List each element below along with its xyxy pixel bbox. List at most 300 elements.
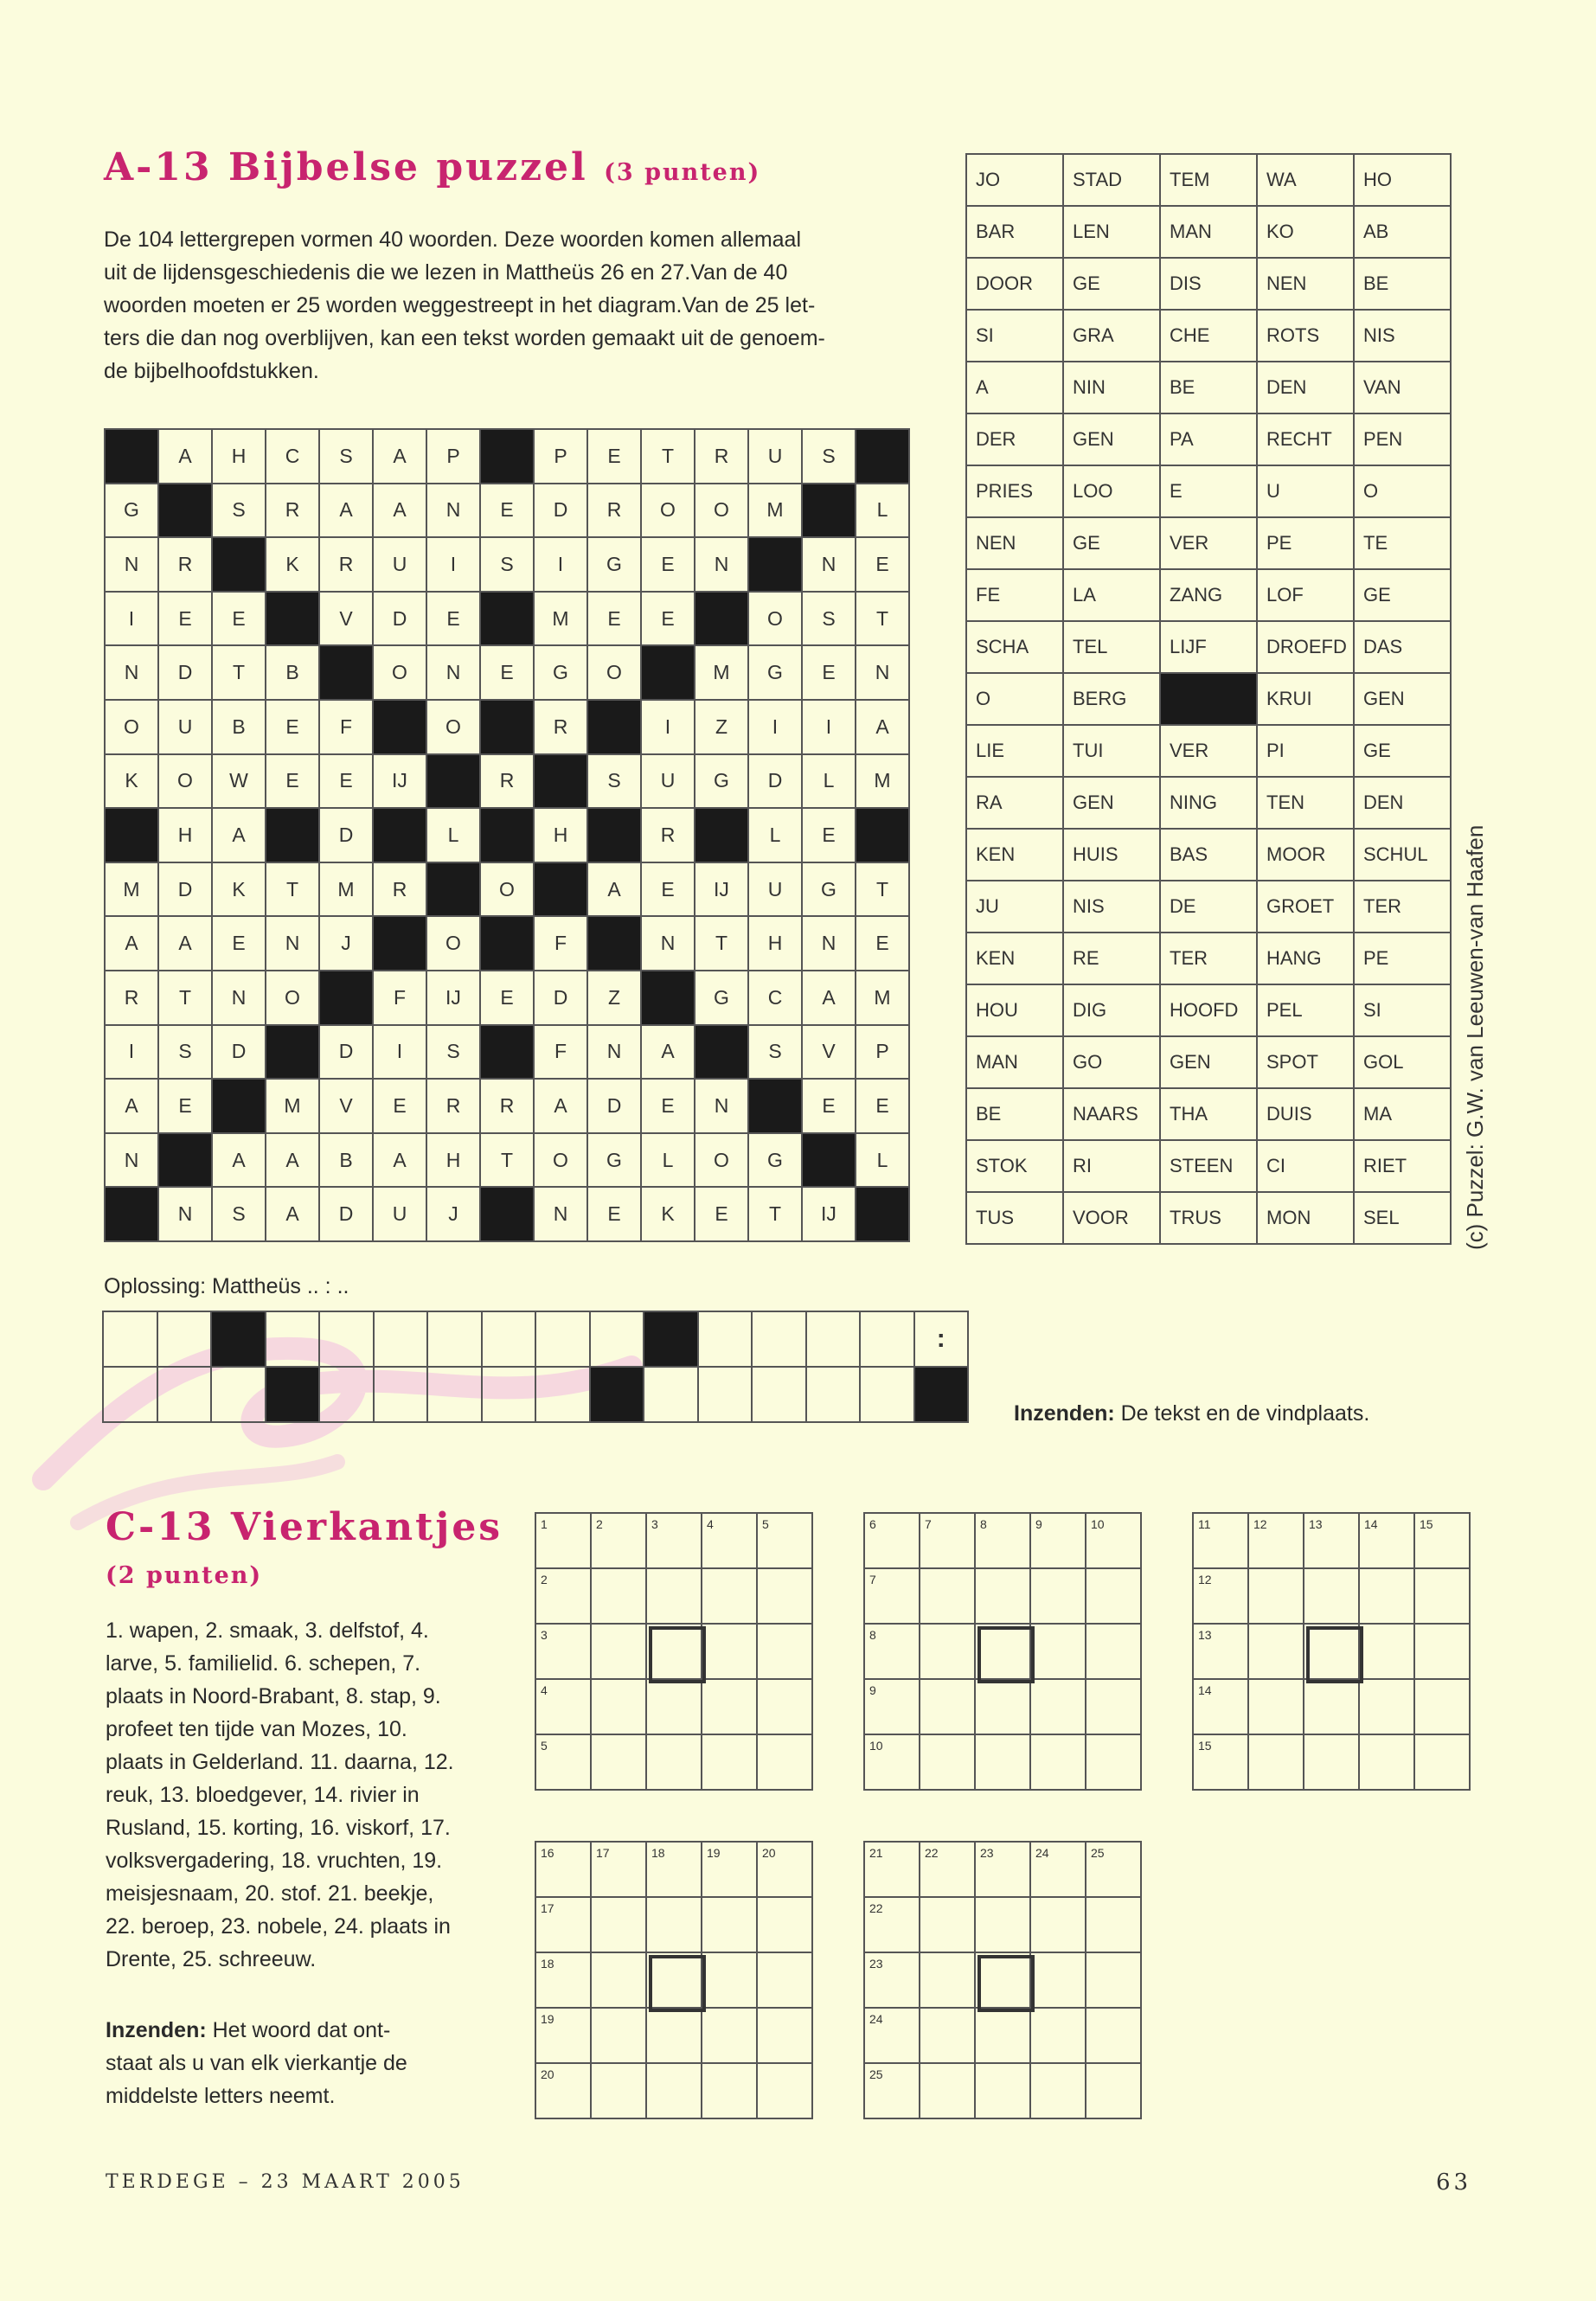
square-cell[interactable] [592, 1625, 647, 1680]
grid-letter-cell: A [374, 1134, 427, 1189]
square-cell[interactable] [647, 1843, 702, 1898]
grid-letter-cell: G [106, 484, 159, 539]
solution-cell[interactable] [428, 1368, 483, 1423]
clue-number: 10 [869, 1739, 883, 1753]
letter-grid [104, 428, 910, 1242]
grid-letter-cell: E [588, 593, 642, 647]
square-cell[interactable] [865, 1625, 920, 1680]
square-cell[interactable] [536, 1514, 592, 1569]
syllable-cell: FE [967, 570, 1064, 622]
square-cell[interactable] [920, 1843, 976, 1898]
grid-letter-cell: IJ [374, 755, 427, 810]
square-cell[interactable] [1415, 1625, 1471, 1680]
square-cell[interactable] [592, 1953, 647, 2009]
solution-cell[interactable] [699, 1368, 753, 1423]
grid-letter-cell: T [695, 917, 749, 971]
square-cell[interactable] [592, 2009, 647, 2064]
puzzle-credit: (c) Puzzel: G.W. van Leeuwen-van Haafen [1462, 824, 1488, 1250]
solution-cell[interactable]: : [915, 1312, 970, 1368]
square-cell[interactable] [702, 1898, 758, 1953]
syllable-cell: TER [1161, 933, 1258, 985]
square-cell[interactable] [865, 1843, 920, 1898]
square-cell[interactable] [1415, 1514, 1471, 1569]
grid-letter-cell: O [374, 646, 427, 701]
grid-letter-cell: G [749, 1134, 803, 1189]
square-cell[interactable] [647, 1514, 702, 1569]
grid-letter-cell: M [266, 1080, 320, 1134]
clue-number: 12 [1198, 1573, 1212, 1586]
square-cell[interactable] [1415, 1735, 1471, 1791]
clue-number: 2 [596, 1517, 603, 1531]
square-cell[interactable] [920, 1514, 976, 1569]
clue-number: 21 [869, 1846, 883, 1860]
grid-black-cell [695, 1026, 749, 1080]
clue-number: 14 [1198, 1683, 1212, 1697]
square-cell[interactable] [976, 1898, 1031, 1953]
grid-letter-cell: F [535, 1026, 588, 1080]
grid-black-cell [213, 538, 266, 593]
grid-black-cell [695, 593, 749, 647]
square-cell[interactable] [976, 1680, 1031, 1735]
square-cell[interactable] [976, 2064, 1031, 2119]
grid-letter-cell: P [535, 430, 588, 484]
syllable-cell: BE [967, 1089, 1064, 1141]
syllable-cell: BERG [1064, 674, 1161, 726]
square-cell[interactable] [1249, 1680, 1304, 1735]
square-cell[interactable] [592, 1843, 647, 1898]
grid-letter-cell: E [481, 646, 535, 701]
clue-number: 8 [980, 1517, 987, 1531]
square-cell[interactable] [920, 1625, 976, 1680]
syllable-cell: VOOR [1064, 1193, 1161, 1245]
square-cell[interactable] [1360, 1514, 1415, 1569]
text-line: 1. wapen, 2. smaak, 3. delfstof, 4. [106, 1618, 429, 1643]
square-cell[interactable] [536, 1953, 592, 2009]
puzzle-a-intro [104, 223, 934, 388]
grid-letter-cell: O [481, 863, 535, 918]
grid-black-cell [481, 917, 535, 971]
solution-cell[interactable] [320, 1312, 375, 1368]
grid-letter-cell: R [535, 701, 588, 755]
grid-letter-cell: K [642, 1188, 695, 1242]
syllable-cell: NEN [967, 518, 1064, 570]
grid-letter-cell: A [642, 1026, 695, 1080]
square-cell[interactable] [865, 1569, 920, 1625]
square-cell[interactable] [758, 1843, 813, 1898]
grid-letter-cell: D [749, 755, 803, 810]
solution-grid[interactable] [102, 1311, 969, 1423]
square-cell[interactable] [536, 1569, 592, 1625]
square-cell[interactable] [1194, 1625, 1249, 1680]
clue-number: 17 [541, 1901, 554, 1915]
square-cell[interactable] [758, 2064, 813, 2119]
syllable-cell: STOK [967, 1141, 1064, 1193]
grid-letter-cell: A [266, 1134, 320, 1189]
square-cell[interactable] [920, 1735, 976, 1791]
clue-number: 22 [925, 1846, 939, 1860]
square-cell[interactable] [1194, 1514, 1249, 1569]
grid-letter-cell: T [856, 593, 910, 647]
square-cell[interactable] [1360, 1625, 1415, 1680]
solution-cell[interactable] [104, 1312, 158, 1368]
grid-black-cell [374, 917, 427, 971]
syllable-cell: RIET [1355, 1141, 1452, 1193]
square-cell[interactable] [920, 1680, 976, 1735]
syllable-cell: NIN [1064, 362, 1161, 414]
text-line: meisjesnaam, 20. stof. 21. beekje, [106, 1881, 434, 1906]
syllable-cell: GE [1064, 518, 1161, 570]
clue-number: 20 [762, 1846, 776, 1860]
syllable-cell: PA [1161, 414, 1258, 466]
square-cell[interactable] [976, 1843, 1031, 1898]
clue-number: 18 [541, 1957, 554, 1971]
square-cell[interactable] [1415, 1569, 1471, 1625]
grid-letter-cell: E [588, 430, 642, 484]
puzzle-c-send-label: Inzenden: [106, 2018, 207, 2042]
square-cell[interactable] [920, 1953, 976, 2009]
square-cell[interactable] [1194, 1680, 1249, 1735]
grid-letter-cell: IJ [803, 1188, 856, 1242]
text-line: Drente, 25. schreeuw. [106, 1947, 317, 1971]
syllable-black-cell [1161, 674, 1258, 726]
clue-number: 20 [541, 2067, 554, 2081]
syllable-cell: MON [1258, 1193, 1355, 1245]
square-cell[interactable] [647, 2064, 702, 2119]
solution-cell[interactable] [483, 1312, 537, 1368]
solution-label: Oplossing: Mattheüs .. : .. [104, 1274, 349, 1298]
square-cell[interactable] [536, 1843, 592, 1898]
solution-cell[interactable] [753, 1368, 807, 1423]
syllable-cell: PI [1258, 726, 1355, 778]
syllable-cell: NAARS [1064, 1089, 1161, 1141]
grid-letter-cell: A [535, 1080, 588, 1134]
square-cell[interactable] [702, 1569, 758, 1625]
solution-cell[interactable] [483, 1368, 537, 1423]
text-line: reuk, 13. bloedgever, 14. rivier in [106, 1783, 420, 1807]
grid-letter-cell: G [803, 863, 856, 918]
grid-black-cell [856, 1188, 910, 1242]
square-cell[interactable] [1086, 1625, 1142, 1680]
grid-letter-cell: S [213, 484, 266, 539]
grid-letter-cell: M [695, 646, 749, 701]
square-cell[interactable] [1304, 1514, 1360, 1569]
syllable-cell: PRIES [967, 466, 1064, 518]
clue-number: 4 [707, 1517, 714, 1531]
solution-cell[interactable] [375, 1368, 429, 1423]
square-cell[interactable] [592, 1514, 647, 1569]
solution-cell[interactable] [753, 1312, 807, 1368]
solution-cell[interactable] [158, 1312, 213, 1368]
syllable-cell: DOOR [967, 259, 1064, 311]
solution-cell[interactable] [861, 1368, 915, 1423]
grid-letter-cell: B [266, 646, 320, 701]
square-cell[interactable] [1194, 1569, 1249, 1625]
square-cell[interactable] [758, 1953, 813, 2009]
grid-letter-cell: IJ [427, 971, 481, 1026]
square-cell[interactable] [976, 2009, 1031, 2064]
grid-letter-cell: E [374, 1080, 427, 1134]
solution-cell[interactable] [591, 1312, 645, 1368]
square-cell[interactable] [702, 1514, 758, 1569]
grid-black-cell [481, 1188, 535, 1242]
clue-number: 19 [541, 2012, 554, 2026]
square-cell[interactable] [592, 1680, 647, 1735]
grid-letter-cell: A [159, 917, 213, 971]
square-cell[interactable] [1086, 1514, 1142, 1569]
syllable-cell: PE [1355, 933, 1452, 985]
grid-letter-cell: R [481, 1080, 535, 1134]
grid-letter-cell: R [374, 863, 427, 918]
grid-letter-cell: H [427, 1134, 481, 1189]
grid-letter-cell: S [481, 538, 535, 593]
solution-cell[interactable] [428, 1312, 483, 1368]
syllable-cell: SPOT [1258, 1037, 1355, 1089]
grid-letter-cell: E [213, 917, 266, 971]
syllable-cell: HUIS [1064, 830, 1161, 881]
grid-black-cell [106, 430, 159, 484]
grid-black-cell [106, 809, 159, 863]
grid-letter-cell: A [106, 1080, 159, 1134]
syllable-cell: BE [1161, 362, 1258, 414]
square-cell[interactable] [758, 1514, 813, 1569]
square-cell[interactable] [702, 1953, 758, 2009]
syllable-cell: SI [967, 311, 1064, 362]
square-cell[interactable] [1086, 2009, 1142, 2064]
grid-letter-cell: E [642, 538, 695, 593]
grid-letter-cell: E [803, 809, 856, 863]
square-cell[interactable] [647, 1680, 702, 1735]
text-line: middelste letters neemt. [106, 2084, 336, 2108]
square-cell[interactable] [865, 1735, 920, 1791]
syllable-cell: E [1161, 466, 1258, 518]
footer-publication: TERDEGE – 23 MAART 2005 [106, 2171, 465, 2193]
square-cell[interactable] [536, 2064, 592, 2119]
syllable-cell: PEL [1258, 985, 1355, 1037]
square-cell[interactable] [647, 1569, 702, 1625]
square-cell[interactable] [536, 2009, 592, 2064]
grid-letter-cell: I [106, 593, 159, 647]
syllable-cell: KEN [967, 830, 1064, 881]
syllable-cell: LIJF [1161, 622, 1258, 674]
square-cell[interactable] [1031, 2009, 1086, 2064]
grid-letter-cell: A [106, 917, 159, 971]
square-cell[interactable] [702, 1680, 758, 1735]
square-cell[interactable] [1086, 1735, 1142, 1791]
grid-letter-cell: E [481, 484, 535, 539]
grid-letter-cell: G [535, 646, 588, 701]
square-cell[interactable] [1086, 1569, 1142, 1625]
solution-cell[interactable] [536, 1368, 591, 1423]
square-cell[interactable] [536, 1735, 592, 1791]
square-cell[interactable] [1031, 1569, 1086, 1625]
square-cell[interactable] [702, 1735, 758, 1791]
square-cell[interactable] [702, 1625, 758, 1680]
square-cell[interactable] [702, 2009, 758, 2064]
square-cell[interactable] [758, 1735, 813, 1791]
square-cell[interactable] [1086, 1953, 1142, 2009]
square-cell[interactable] [1031, 1735, 1086, 1791]
footer-page-number: 63 [1436, 2170, 1472, 2195]
square-cell[interactable] [1031, 1514, 1086, 1569]
grid-letter-cell: B [213, 701, 266, 755]
syllable-cell: GEN [1064, 778, 1161, 830]
grid-letter-cell: N [427, 484, 481, 539]
square-cell[interactable] [702, 2064, 758, 2119]
square-cell[interactable] [592, 1569, 647, 1625]
square-cell[interactable] [647, 1898, 702, 1953]
square-cell[interactable] [1360, 1569, 1415, 1625]
syllable-cell: PEN [1355, 414, 1452, 466]
square-cell[interactable] [1304, 1680, 1360, 1735]
puzzle-c-title: C-13 Vierkantjes [106, 1505, 503, 1549]
square-cell[interactable] [536, 1898, 592, 1953]
solution-cell[interactable] [807, 1368, 862, 1423]
text-line: ters die dan nog overblijven, kan een tekst worden gemaakt uit de genoem- [104, 326, 825, 350]
solution-cell[interactable] [266, 1312, 321, 1368]
grid-letter-cell: I [749, 701, 803, 755]
square-cell[interactable] [1031, 1953, 1086, 2009]
square-cell[interactable] [865, 2009, 920, 2064]
grid-letter-cell: I [374, 1026, 427, 1080]
square-cell[interactable] [976, 1569, 1031, 1625]
square-cell[interactable] [1086, 2064, 1142, 2119]
square-cell[interactable] [920, 1898, 976, 1953]
grid-letter-cell: T [749, 1188, 803, 1242]
square-cell[interactable] [1304, 1735, 1360, 1791]
square-cell[interactable] [976, 1514, 1031, 1569]
grid-black-cell [481, 1026, 535, 1080]
grid-letter-cell: R [481, 755, 535, 810]
square-cell[interactable] [702, 1843, 758, 1898]
grid-letter-cell: U [374, 1188, 427, 1242]
clue-number: 10 [1091, 1517, 1105, 1531]
text-line: De 104 lettergrepen vormen 40 woorden. Deze woorden komen allemaal [104, 228, 802, 252]
grid-letter-cell: N [588, 1026, 642, 1080]
square-cell[interactable] [1086, 1843, 1142, 1898]
puzzle-a-send-label: Inzenden: [1014, 1401, 1115, 1426]
syllable-cell: JU [967, 881, 1064, 933]
clue-number: 6 [869, 1517, 876, 1531]
square-cell[interactable] [1249, 1625, 1304, 1680]
grid-letter-cell: R [427, 1080, 481, 1134]
grid-letter-cell: P [427, 430, 481, 484]
square-cell[interactable] [1249, 1514, 1304, 1569]
square-cell[interactable] [865, 1514, 920, 1569]
solution-cell[interactable] [699, 1312, 753, 1368]
square-cell[interactable] [1031, 2064, 1086, 2119]
syllable-cell: NIS [1064, 881, 1161, 933]
grid-letter-cell: K [106, 755, 159, 810]
grid-letter-cell: T [213, 646, 266, 701]
grid-letter-cell: R [159, 538, 213, 593]
grid-black-cell [427, 863, 481, 918]
square-cell[interactable] [865, 2064, 920, 2119]
grid-letter-cell: R [266, 484, 320, 539]
grid-black-cell [159, 1134, 213, 1189]
syllable-cell: PE [1258, 518, 1355, 570]
square-cell[interactable] [1031, 1898, 1086, 1953]
grid-letter-cell: C [749, 971, 803, 1026]
solution-cell[interactable] [861, 1312, 915, 1368]
square-cell[interactable] [1031, 1843, 1086, 1898]
solution-cell[interactable] [807, 1312, 862, 1368]
square-cell[interactable] [1086, 1898, 1142, 1953]
grid-letter-cell: N [803, 917, 856, 971]
grid-letter-cell: E [588, 1188, 642, 1242]
syllable-cell: DEN [1355, 778, 1452, 830]
syllable-cell: DIG [1064, 985, 1161, 1037]
square-cell[interactable] [592, 1735, 647, 1791]
puzzle-a-points: (3 punten) [604, 159, 761, 186]
grid-letter-cell: M [749, 484, 803, 539]
solution-cell[interactable] [536, 1312, 591, 1368]
square-cell[interactable] [920, 2064, 976, 2119]
square-cell[interactable] [920, 1569, 976, 1625]
square-cell[interactable] [920, 2009, 976, 2064]
square-cell[interactable] [536, 1680, 592, 1735]
square-cell[interactable] [1194, 1735, 1249, 1791]
square-cell[interactable] [592, 2064, 647, 2119]
square-cell[interactable] [865, 1898, 920, 1953]
solution-cell[interactable] [158, 1368, 213, 1423]
solution-cell[interactable] [320, 1368, 375, 1423]
square-cell[interactable] [536, 1625, 592, 1680]
square-cell[interactable] [1415, 1680, 1471, 1735]
square-cell[interactable] [865, 1680, 920, 1735]
square-cell[interactable] [1031, 1625, 1086, 1680]
grid-letter-cell: K [266, 538, 320, 593]
square-cell[interactable] [592, 1898, 647, 1953]
square-cell[interactable] [1031, 1680, 1086, 1735]
syllable-cell: GRA [1064, 311, 1161, 362]
solution-cell[interactable] [375, 1312, 429, 1368]
grid-letter-cell: O [159, 755, 213, 810]
grid-letter-cell: G [695, 755, 749, 810]
square-cell[interactable] [758, 1569, 813, 1625]
clue-number: 24 [1035, 1846, 1049, 1860]
grid-letter-cell: O [427, 701, 481, 755]
square-cell[interactable] [1360, 1680, 1415, 1735]
solution-cell[interactable] [212, 1368, 266, 1423]
square-cell[interactable] [1304, 1569, 1360, 1625]
solution-black-cell [915, 1368, 970, 1423]
grid-letter-cell: O [695, 1134, 749, 1189]
grid-letter-cell: L [856, 1134, 910, 1189]
square-cell[interactable] [647, 2009, 702, 2064]
square-cell[interactable] [758, 1680, 813, 1735]
square-cell[interactable] [865, 1953, 920, 2009]
square-cell[interactable] [1249, 1735, 1304, 1791]
square-cell[interactable] [758, 2009, 813, 2064]
square-cell[interactable] [758, 1625, 813, 1680]
clue-number: 9 [1035, 1517, 1042, 1531]
square-cell[interactable] [1086, 1680, 1142, 1735]
grid-letter-cell: I [642, 701, 695, 755]
clue-number: 2 [541, 1573, 548, 1586]
square-cell[interactable] [1360, 1735, 1415, 1791]
square-cell[interactable] [1249, 1569, 1304, 1625]
square-cell[interactable] [758, 1898, 813, 1953]
solution-cell[interactable] [104, 1368, 158, 1423]
syllable-cell: LEN [1064, 207, 1161, 259]
grid-black-cell [427, 755, 481, 810]
middle-cell-highlight [977, 1955, 1035, 2012]
square-cell[interactable] [647, 1735, 702, 1791]
square-cell[interactable] [976, 1735, 1031, 1791]
grid-letter-cell: R [642, 809, 695, 863]
grid-letter-cell: V [803, 1026, 856, 1080]
solution-cell[interactable] [644, 1368, 699, 1423]
